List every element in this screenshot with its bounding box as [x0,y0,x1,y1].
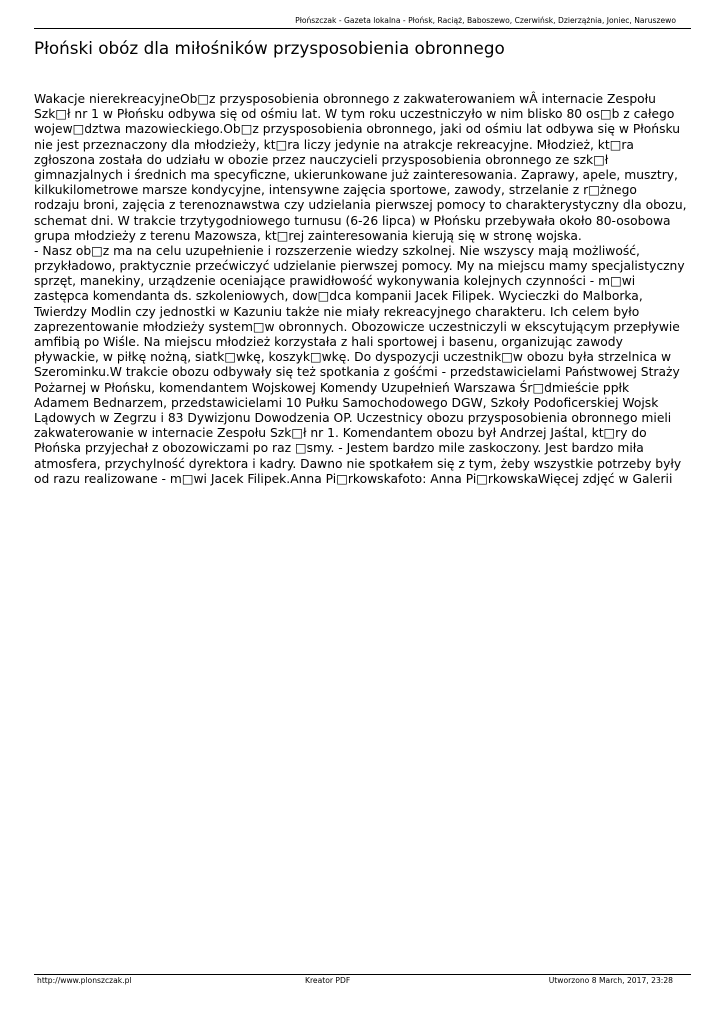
article-line: - Nasz ob□z ma na celu uzupełnienie i rozszerzenie wiedzy szkolnej. Nie wszyscy mają możliwość, [34,243,640,258]
article-line: zgłoszona została do udziału w obozie przez nauczycieli przysposobienia obronnego ze szk□ł [34,152,609,167]
article-line: pływackie, w piłkę nożną, siatk□wkę, koszyk□wkę. Do dyspozycji uczestnik□w obozu była strzelnica w [34,350,672,365]
article-line: Szerominku.W trakcie obozu odbywały się też spotkania z gośćmi - przedstawicielami Państwowej Straży [34,365,680,380]
article-line: Szk□ł nr 1 w Płońsku odbywa się od ośmiu lat. W tym roku uczestniczyło w nim blisko 80 os□b z całego [34,107,675,122]
article-line: nie jest przeznaczony dla młodzieży, kt□ra liczy jedynie na atrakcje rekreacyjne. Młodzież, kt□ra [34,137,634,152]
article-line: kilkukilometrowe marsze kondycyjne, intensywne zajęcia sportowe, zawody, strzelanie z r□żnego [34,183,637,198]
article-line: wojew□dztwa mazowieckiego.Ob□z przysposobienia obronnego, jaki od ośmiu lat odbywa się w Płońsku [34,122,681,137]
article-line: przykładowo, praktycznie przećwiczyć udzielanie pierwszej pomocy. My na miejscu mamy specjalistyczny [34,259,685,274]
article-line: Lądowych w Zegrzu i 83 Dywizjonu Dowodzenia OP. Uczestnicy obozu przysposobienia obronnego mieli [34,410,672,425]
article-line: Wakacje nierekreacyjneOb□z przysposobienia obronnego z zakwaterowaniem wÂ internacie Zespołu [34,92,656,106]
article-line: zaprezentowanie młodzieży system□w obronnych. Obozowicze uczestniczyli w ekscytującym przepływie [34,319,680,334]
article-body [34,92,714,487]
article-line: Płońska przyjechał z obozowiczami po raz □smy. - Jestem bardzo mile zaskoczony. Jest bardzo miła [34,441,644,456]
article-line: zastępca komendanta ds. szkoleniowych, dow□dca kompanii Jacek Filipek. Wycieczki do Malborka, [34,289,643,304]
header-site-title: Płońszczak - Gazeta lokalna - Płońsk, Raciąż, Baboszewo, Czerwińsk, Dzierzążnia, Joniec, Naruszewo [295,16,676,25]
article-line: atmosfera, przychylność dyrektora i kadry. Dawno nie spotkałem się z tym, żeby wszystkie potrzeby były [34,456,682,471]
header-divider [34,28,691,29]
article-line: sprzęt, manekiny, urządzenie oceniające prawidłowość wykonywania kolejnych czynności - m□wi [34,274,636,289]
article-line: Adamem Bednarzem, przedstawicielami 10 Pułku Samochodowego DGW, Szkoły Podoficerskiej Wojsk [34,395,659,410]
article-title: Płoński obóz dla miłośników przysposobienia obronnego [34,38,505,58]
footer-created-date: Utworzono 8 March, 2017, 23:28 [548,976,673,985]
article-line: schemat dni. W trakcie trzytygodniowego turnusu (6-26 lipca) w Płońsku przebywała około 80-osobowa [34,213,671,228]
article-line: amfibią po Wiśle. Na miejscu młodzież korzystała z hali sportowej i basenu, organizując zawody [34,335,623,349]
footer-url: http://www.plonszczak.pl [37,976,132,985]
article-line: zakwaterowanie w internacie Zespołu Szk□ł nr 1. Komendantem obozu był Andrzej Jaśtal, kt□ry do [34,426,647,441]
article-line: Twierdzy Modlin czy jednostki w Kazuniu także nie miały rekreacyjnego charakteru. Ich celem było [34,304,640,319]
footer-generator: Kreator PDF [305,976,351,985]
article-line: rodzaju broni, zajęcia z terenoznawstwa czy udzielania pierwszej pomocy to charakterystyczny dla obozu, [34,198,687,213]
article-line: grupa młodzieży z terenu Mazowsza, kt□rej zainteresowania kierują się w stronę wojska. [34,228,582,243]
footer-divider [34,974,691,975]
article-line: od razu realizowane - m□wi Jacek Filipek.Anna Pi□rkowskafoto: Anna Pi□rkowskaWięcej zdjęć w Galerii [34,471,673,486]
article-line: Pożarnej w Płońsku, komendantem Wojskowej Komendy Uzupełnień Warszawa Śr□dmieście ppłk [34,380,630,395]
article-line: gimnazjalnych i średnich ma specyficzne, ukierunkowane już zainteresowania. Zaprawy, apele, musztry, [34,167,678,182]
